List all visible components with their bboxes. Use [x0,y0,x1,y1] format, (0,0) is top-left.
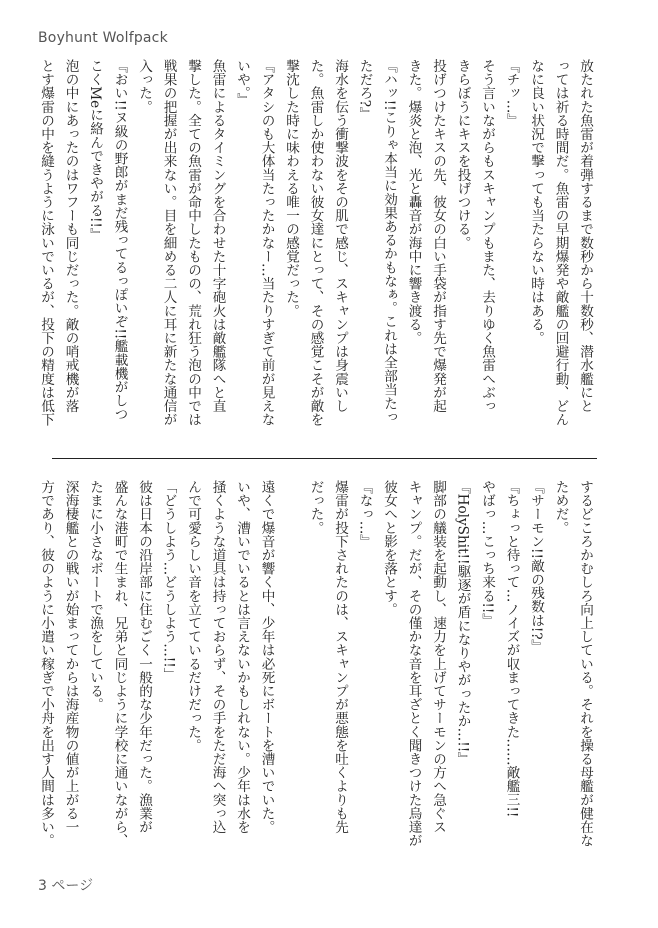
text-line: とす爆雷の中を縫うように泳いでいるが、投下の精度は低下 [38,59,54,427]
text-line: ためだ。 [552,480,569,535]
text-line: 入った。 [136,59,152,114]
text-block-top [38,59,597,444]
text-line: 深海棲艦との戦いが始まってからは海産物の値が上がる一 [62,480,79,834]
text-line: こくMeに絡んできやがる!!』 [87,59,103,242]
text-line: するどころかむしろ向上している。それを操る母艦が健在な [577,480,593,848]
text-line: 投げつけたキスの先、彼女の白い手袋が指す先で爆発が起 [430,59,446,413]
section-divider [52,458,597,459]
text-block-bottom [38,480,597,860]
text-line [279,480,304,860]
text-line: きらぼうにキスを投げつける。 [454,59,471,250]
text-line: んで可愛らしい音を立てているだけだった。 [185,480,201,752]
text-line: 方であり、彼のように小遣い稼ぎで小舟を出す人間は多い。 [38,480,54,848]
page-number: 3 ページ [38,878,94,894]
text-line: ただろ?』 [356,59,373,121]
text-line: っては祈る時間だ。魚雷の早期爆発や敵艦の回避行動、どん [552,59,569,427]
book-title: Boyhunt Wolfpack [38,30,168,46]
text-line: 盛んな港町で生まれ、兄弟と同じように学校に通いながら、 [111,480,128,848]
text-line: 『チッ…』 [503,59,520,127]
text-line: だった。 [307,480,324,535]
text-line: たまに小さなボートで漁をしている。 [87,480,103,712]
text-line: 『なっ…』 [356,480,373,548]
text-line: 『ちょっと待って…ノイズが収まってきた……敵艦三!! [503,480,520,818]
text-line: 爆雷が投下されたのは、スキャンプが悪態を吐くよりも先 [332,480,348,834]
text-line: 撃した。全ての魚雷が命中したものの、荒れ狂う泡の中では [185,59,201,427]
text-line: いや。』 [234,59,250,107]
text-line: 魚雷によるタイミングを合わせた十字砲火は敵艦隊へと直 [209,59,226,413]
text-line: 『サーモン!!敵の残数は!?』 [528,480,544,654]
text-line: 泡の中にあったのはワフーも同じだった。敵の哨戒機が落 [62,59,79,413]
text-line: 放たれた魚雷が着弾するまで数秒から十数秒、潜水艦にと [577,59,593,413]
text-line: 掻くような道具は持っておらず、その手をただ海へ突っ込 [209,480,226,834]
text-line: 彼女へと影を落とす。 [381,480,397,616]
text-line: 撃沈した時に味わえる唯一の感覚だった。 [283,59,299,318]
text-line: きた。爆炎と泡、光と轟音が海中に響き渡る。 [405,59,422,345]
text-line: 『アタシのも大体当たったかなー…当たりすぎて前が見えな [258,59,275,427]
text-line: 戦果の把握が出来ない。目を細める二人に耳に新たな通信が [160,59,177,427]
text-line: 彼は日本の沿岸部に住むごく一般的な少年だった。漁業が [136,480,152,834]
text-line: なに良い状況で撃っても当たらない時はある。 [528,59,544,345]
text-line: 「どうしよう…どうしよう…!!」 [160,480,177,682]
text-line: 『HolyShit!!駆逐が盾になりやがったか…!!』 [454,480,471,766]
text-line: た。魚雷しか使わない彼女達にとって、その感覚こそが敵を [307,59,324,427]
text-line: 『ハッ!!こりゃ本当に効果あるかもなぁ。これは全部当たっ [381,59,397,424]
text-line: そう言いながらもスキャンプもまた、去りゆく魚雷へぶっ [479,59,495,413]
text-line: 脚部の艤装を起動し、速力を上げてサーモンの方へ急ぐス [430,480,446,834]
text-line: いや、漕いでいるとは言えないかもしれない。少年は水を [234,480,250,834]
text-line: やばっ…こっち来る!!』 [479,480,495,627]
text-line: 遠くで爆音が響く中、少年は必死にボートを漕いでいた。 [258,480,275,834]
text-line: 『おい!!ヌ級の野郎がまだ残ってるっぽいぞ!!艦載機がしつ [111,59,128,421]
text-line: キャンプ。だが、その僅かな音を耳ざとく聞きつけた烏達が [405,480,422,848]
text-line: 海水を伝う衝撃波をその肌で感じ、スキャンプは身震いし [332,59,348,413]
